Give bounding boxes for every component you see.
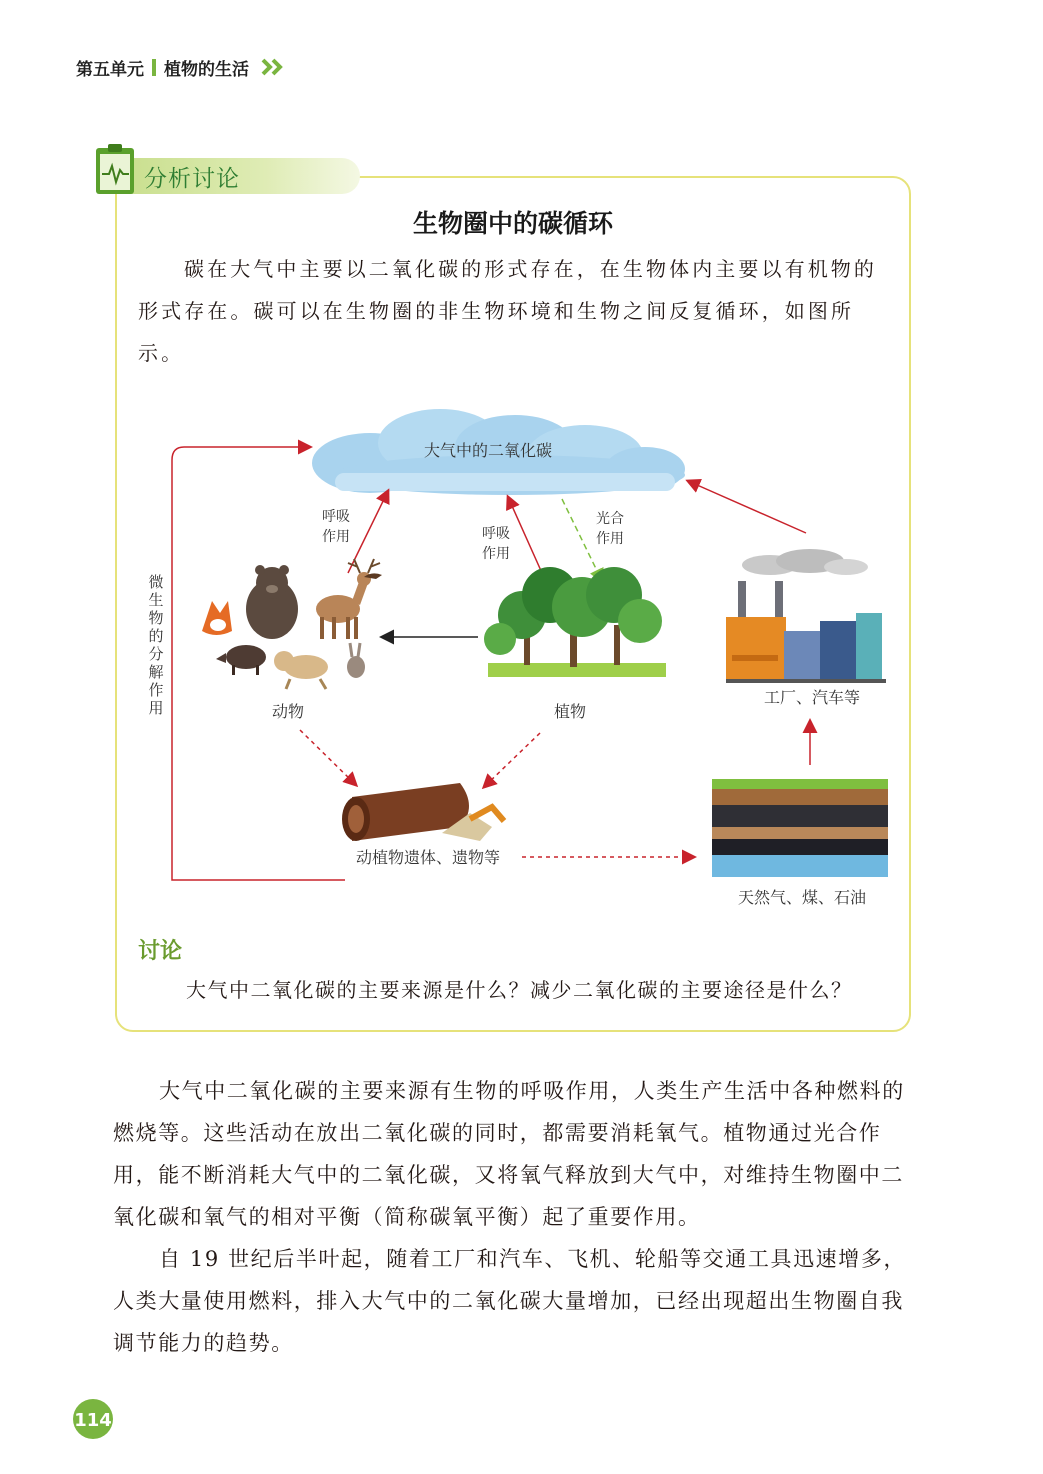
svg-text:生: 生 (148, 591, 164, 609)
plant-respiration-arrow (508, 497, 542, 573)
intro-paragraph: 碳在大气中主要以二氧化碳的形式存在，在生物体内主要以有机物的形式存在。碳可以在生物圈的非生物环境和生物之间反复循环，如图所示。 (138, 257, 877, 365)
double-chevron-icon (261, 58, 287, 76)
plants-illustration (484, 567, 666, 677)
animal-respiration-label-2: 作用 (322, 529, 350, 545)
plant-remains-arrow (484, 733, 540, 787)
plant-respiration-label-2: 作用 (482, 546, 510, 562)
fossil-label: 天然气、煤、石油 (737, 888, 867, 907)
body-paragraph-1: 大气中二氧化碳的主要来源有生物的呼吸作用，人类生产生活中各种燃料的燃烧等。这些活动在放出二氧化碳的同时，都需要消耗氧气。植物通过光合作用，能不断消耗大气中的二氧化碳，又将氧气释放到大气中，对维持生物圈中二氧化碳和氧气的相对平衡（简称碳氧平衡）起了重要作用。 (113, 1079, 905, 1229)
chapter-label: 植物的生活 (164, 59, 249, 80)
discussion-heading: 讨论 (138, 939, 183, 964)
body-text (113, 1070, 913, 1364)
svg-text:分: 分 (148, 645, 164, 663)
svg-text:作: 作 (148, 681, 164, 699)
tab-label: 分析讨论 (144, 166, 240, 192)
header-divider (152, 59, 156, 76)
analysis-tab (94, 142, 266, 198)
cloud-label: 大气中的二氧化碳 (423, 441, 553, 460)
animal-respiration-label-1: 呼吸 (322, 509, 350, 525)
box-title: 生物圈中的碳循环 (412, 209, 613, 238)
unit-label: 第五单元 (76, 59, 144, 80)
svg-text:的: 的 (148, 627, 164, 645)
photosynthesis-label-1: 光合 (596, 511, 624, 527)
body-paragraph-2: 自 19 世纪后半叶起，随着工厂和汽车、飞机、轮船等交通工具迅速增多，人类大量使用燃料，排入大气中的二氧化碳大量增加，已经出现超出生物圈自我调节能力的趋势。 (113, 1247, 907, 1355)
photosynthesis-label-2: 作用 (596, 531, 624, 547)
animals-label: 动物 (271, 702, 305, 721)
svg-text:微: 微 (148, 573, 164, 591)
factory-label: 工厂、汽车等 (763, 688, 861, 707)
svg-text:解: 解 (148, 663, 164, 681)
animal-remains-arrow (300, 730, 356, 785)
svg-text:用: 用 (148, 699, 164, 717)
clipboard-pulse-icon (94, 142, 138, 196)
carbon-cycle-diagram (120, 395, 905, 920)
remains-label: 动植物遗体、遗物等 (355, 848, 501, 867)
svg-text:物: 物 (148, 609, 164, 627)
soil-layers-illustration (712, 779, 888, 877)
plant-respiration-label-1: 呼吸 (482, 526, 510, 542)
microbe-label (148, 573, 163, 717)
factory-illustration (726, 549, 886, 683)
factory-emission-arrow (688, 481, 806, 533)
animals-illustration (202, 559, 382, 689)
log-remains-illustration (342, 783, 504, 841)
running-header (76, 54, 287, 80)
page-number-badge (72, 1398, 114, 1440)
discussion-question: 大气中二氧化碳的主要来源是什么？减少二氧化碳的主要途径是什么？ (186, 978, 853, 1002)
page-number: 114 (74, 1410, 112, 1431)
plants-label: 植物 (553, 702, 587, 721)
